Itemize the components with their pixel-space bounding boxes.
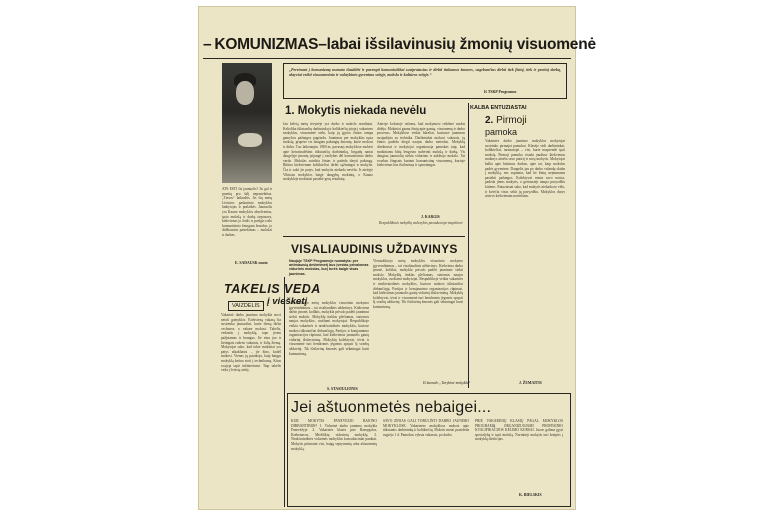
article2-number: 2. [485,115,494,126]
headline-dash: – [203,36,212,53]
article2-signature: J. ŽEMAITIS [519,381,542,385]
headline-keyword: KOMUNIZMAS [214,36,319,53]
article3-signature: Iš žurnalo „Tarybinė mokykla“ [423,381,471,385]
article2-title-a: Pirmoji [496,115,527,126]
article3-body-cont: Vienuoliktojo metų mokyklos visuotinio mokymo įgyvendinimas – tai visaliaudinis uždavinys. Kiekviena darbo įmonė, kolūkis, mokykla privalo padėti jaunimui siekti mokslo. Mokyklų tinklas plečiamas, statomos naujos mokyklos, ruošiami mokytojai. Respublikoje veikia vakarinės ir neakivaizdinės mokyklos, kuriose mokosi tūkstančiai dirbančiųjų. Partijos ir komjaunimo organizacijos rūpinasi, kad kiekvienas jaunuolis gautų vidurinį išsilavinimą. Mokyklų kolektyvai, tėvai ir visuomenė turi bendromis jėgomis spręsti šį svarbų uždavinį. Tik išsilavinę žmonės gali sėkmingai kurti komunizmą. [289,301,369,356]
article2-kicker: KALBA ENTUZIASTAI [470,105,527,111]
article4-title: TAKELIS VEDA [224,282,321,296]
column-rule [468,103,469,388]
article1-title: 1. Mokytis niekada nevėlu [285,105,427,117]
photo-hand [238,133,262,147]
page-headline [203,36,596,56]
article3-rule [283,236,465,237]
photo-signature: E. SADAUSK nuotr. [235,261,269,265]
headline-rest: –labai išsilavinusių žmonių visuomenė [318,36,596,53]
quote-text: „Pereinant į komunizmą numato išauklėti ir parengti komunistiškai susipratusius ir dirbti tinkamus žmones, sugebančius dirbti tiek fizinį, tiek ir protinį darbą, aktyviai veikti visuomeninio ir valstybinio gyvenimo srityje, mokslo ir kultūros srityje.“ [289,67,561,77]
article5-col2: SAVO ŽINIAS GALI TOBULINTI DARBO JAUNIMO MOKYKLOSE: Vakarinėse mokyklose mokosi apie tūkstantis darbininkų ir kolūkiečių. Mokslo metai prasideda rugsėjo 1 d. Pamokos vyksta vakarais, po darbo. [383,419,469,437]
article4-label: VAIZDELIS [228,301,264,311]
quote-source: Iš TSKP Programos [484,90,517,94]
quote-box [283,63,567,99]
article4-signature: S. STASIULIONIS [327,387,358,391]
article1-signature-note: Respublikinės mokyklų vadovybės pavaduotoja-inspektorė [379,221,463,225]
article3-title: VISALIAUDINIS UŽDAVINYS [291,242,458,256]
article4-body: Vakarinė darbo jaunimo mokykla stovi netoli gamyklos. Kiekvieną vakarą čia susirenka jaunuoliai, kurie dieną dirba cechuose, o vakare mokosi. Takelis, vedantis į mokyklą, tapo jiems pažįstamas ir brangus. Jie eina juo ir lietingais rudens vakarais, ir šaltą žiemą. Mokytojai sako, kad tokie mokiniai yra patys atkakliausi – jie žino, kodėl mokosi. Vienas jų pasakoja, kaip baigęs mokyklą ketina stoti į technikumą. Kitas svajoja tapti inžinieriumi. Taip takelis veda į šviesią ateitį. [221,313,281,373]
article5-title: Jei aštuonmetės nebaigei... [291,399,492,416]
headline-rule [203,58,571,59]
photo-student [222,63,272,183]
photo-face [236,81,254,105]
article5-signature: K. BIELSKIS [519,493,542,497]
newspaper-page [199,7,596,509]
article1-col1: Jau keletą metų tėvynėje yra darbo ir mokslo rezultatai. Keliolika tūkstančių darbininkų ir kolūkiečių įstoja į vakarines mokyklas, visuomenė stebi, kaip jų įgytos žinios tampa gamybos pažangos pagrindu. Jaunimas per mokyklas tęsia mokslą, grupėse vis daugiau pažangių žmonių, kurie mokosi ir dirba. Tuo laikotarpiu 1960 m. pavasarį mokyklose mokėsi apie keturiasdešimt tūkstančių darbininkų, brigadų nariai daugelyje įmonių įsijungė į varžybas dėl komunistinio darbo vardo. Mokslas suteikia žinias ir padeda daryti pažangą. Būtina kiekvienam kolūkiečiui dirbti sąžiningai ir mokytis. Čia ir sakė jie patys, kad mokytis niekada nevėlu. Ir ateityje Vilniaus mokyklos baigė daugybę mokinių, o Kauno mokykloje mokiniai pasiekė gerų rezultatų. [283,122,373,182]
photo-caption: ATS ESTI šis jaunuolis? Jis gal ir praeitų pro šalį nepastebėtas. „Tiesos“ laikraštis. Jis šių metų Lietuvos paskutinio mokyklos lankytojas ir pralaikės. Jaunuolis yra Kauno mokyklos absolventas, tęsia mokslą ir darbą tarpusavy, kiekvienas jo žodis ir poelgis rodo komunistinio žmogaus bruožus, jo didžiausias pasiekimas – mokslai ir darbas. [222,187,272,237]
article1-signature: J. KARGIS [421,215,440,219]
article5-col3: PRIE VAKARINIŲ KLASIŲ PAGAL MOKYKLOS PROGRAMĄ ORGANIZUOJAMI PROFESINIO KVALIFIKACIJOS KĖLIMO KURSAI. Juose galima įgyti specialybę ir tęsti mokslą. Norintieji mokytis turi kreiptis į mokyklų direkcijas. [475,419,563,442]
article3-lead: Naujoje TSKP Programoje numatyta: per artimiausią dešimtmetį bus įvestas privalomas vidurinis mokslas, kurį turės baigti visas jaunimas. [289,259,369,276]
article3-body: Vienuoliktojo metų mokyklos visuotinio mokymo įgyvendinimas – tai visaliaudinis uždavinys. Kiekviena darbo įmonė, kolūkis, mokykla privalo padėti jaunimui siekti mokslo. Mokyklų tinklas plečiamas, statomos naujos mokyklos, ruošiami mokytojai. Respublikoje veikia vakarinės ir neakivaizdinės mokyklos, kuriose mokosi tūkstančiai dirbančiųjų. Partijos ir komjaunimo organizacijos rūpinasi, kad kiekvienas jaunuolis gautų vidurinį išsilavinimą. Mokyklų kolektyvai, tėvai ir visuomenė turi bendromis jėgomis spręsti šį svarbų uždavinį. Tik išsilavinę žmonės gali sėkmingai kurti komunizmą. [373,259,463,309]
article5-col1: KUR MOKYTIS PANEVĖŽIO RAJONO DIRBANTIEMS? 1. Vidurinė darbo jaunimo mokykla Panevėžyje. 2. Vakarinės klasės prie Ramygalos, Krekenavos, Miežiškių vidurinių mokyklų. 3. Neakivaizdinės vidurinės mokyklos konsultaciniai punktai. Mokytis priimami visi, baigę septynmetę arba aštuonmetę mokyklą. [291,419,377,451]
article4-subtitle: į viešketį [267,296,308,307]
article1-col2: Antroje kolonoje rašoma, kad mokymosi reikšmė nuolat didėja. Mokiniai gauna žinių apie gamtą, visuomenę ir darbo procesus. Mokyklose veikia būreliai, kuriuose jaunimas susipažįsta su technika. Darbininkai mokosi vakarais, jų žinios padeda diegti naujus darbo metodus. Mokyklų direktoriai ir mokytojai organizuoja pamokas taip, kad mokiniams būtų lengviau suderinti mokslą ir darbą. Vis daugiau jaunuolių siekia vidurinio ir aukštojo mokslo. Tai svarbus žingsnis kuriant komunistinę visuomenę, kurioje kiekvienas bus išsilavinęs ir sąmoningas. [377,122,465,168]
article2-heading [485,115,527,126]
article2-title-b: pamoka [485,127,518,137]
article2-body: Vakarinės darbo jaunimo mokyklos mokytojai susirinko pirmajai pamokai. Klasėje sėdi darbininkai, kolūkiečiai, tarnautojai – visi, kurie nusprendė tęsti mokslą. Pirmoji pamoka visada jaudina: kiekvienas mokinys atneša savo patirtį ir norą mokytis. Mokytojai kalba apie būsimus darbus, apie tai, kaip mokslas padės gyvenime. Daugelis jau po darbo valandų skuba į mokyklą, nes supranta, kad be žinių neįmanoma pasiekti pažangos. Kolektyvai remia savo narius, padeda jiems mokytis, o geriausieji tampa pavyzdžiu kitiems. Entuziastai sako, kad mokytis niekada ne vėlu, ir kviečia visus sekti jų pavyzdžiu. Mokyklos durys atviros kiekvienam norinčiam. [485,139,565,199]
